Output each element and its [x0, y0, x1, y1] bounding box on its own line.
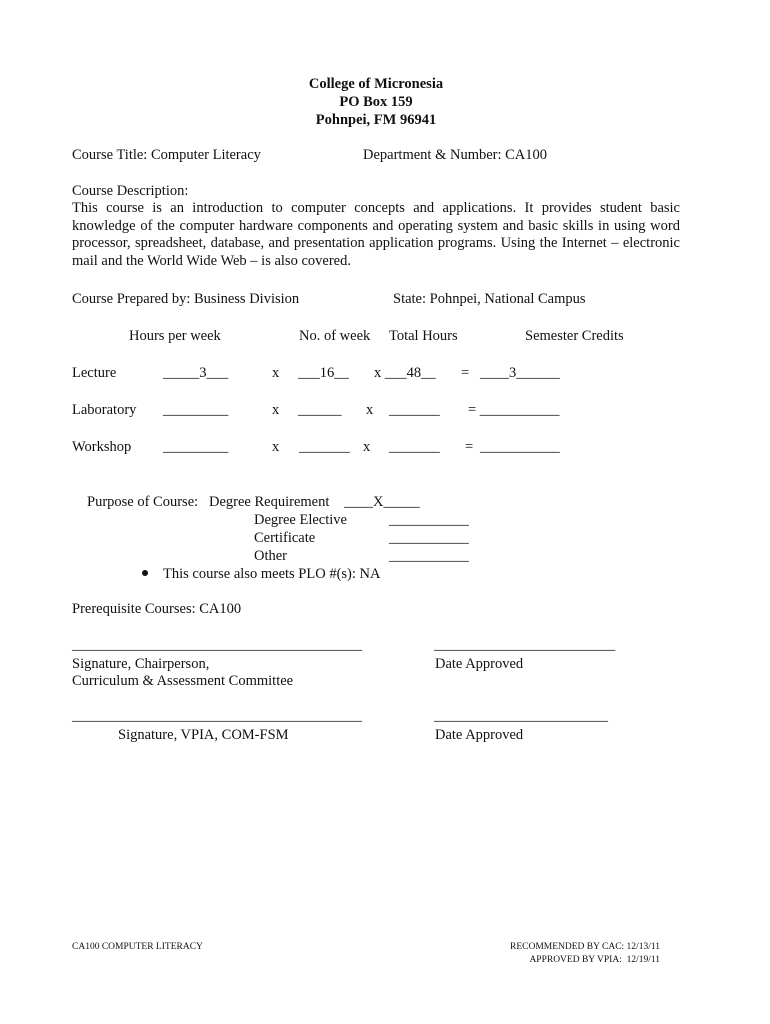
laboratory-total: _______	[389, 402, 440, 418]
date-approved-vpia: Date Approved	[435, 727, 524, 743]
laboratory-credits: = ___________	[468, 402, 560, 418]
footer-course-code: CA100 COMPUTER LITERACY	[72, 942, 203, 952]
header-semester-credits: Semester Credits	[525, 328, 624, 344]
multiply-sign: x	[272, 365, 280, 381]
degree-requirement-mark: ____X_____	[344, 494, 420, 510]
purpose-degree-elective: Degree Elective	[254, 512, 347, 528]
row-label-lecture: Lecture	[72, 365, 117, 381]
laboratory-hours: _________	[163, 402, 229, 418]
footer-recommended: RECOMMENDED BY CAC: 12/13/11	[510, 942, 660, 952]
row-label-workshop: Workshop	[72, 439, 132, 455]
bullet-icon	[142, 570, 148, 576]
multiply-sign: x	[366, 402, 374, 418]
prerequisite-courses: Prerequisite Courses: CA100	[72, 601, 242, 617]
signature-line-chair: ________________________________________	[72, 637, 362, 653]
po-box: PO Box 159	[339, 94, 413, 110]
lecture-hours: _____3___	[163, 365, 229, 381]
footer-approved: APPROVED BY VPIA: 12/19/11	[529, 955, 660, 965]
city-address: Pohnpei, FM 96941	[315, 112, 437, 128]
description-label: Course Description:	[72, 183, 189, 199]
date-line-chair: _________________________	[434, 637, 616, 653]
date-line-vpia: ________________________	[434, 708, 608, 724]
lecture-credits: ____3______	[480, 365, 560, 381]
header-hours-per-week: Hours per week	[129, 328, 221, 344]
date-approved-chair: Date Approved	[435, 656, 524, 672]
degree-elective-mark: ___________	[389, 512, 469, 528]
row-label-laboratory: Laboratory	[72, 402, 137, 418]
other-mark: ___________	[389, 548, 469, 564]
header-no-of-week: No. of week	[299, 328, 371, 344]
purpose-degree-requirement: Degree Requirement	[209, 494, 330, 510]
certificate-mark: ___________	[389, 530, 469, 546]
course-description: This course is an introduction to computer concepts and applications. It provides student basic knowledge of the computer hardware components and operating system and basic skills in using word processor, spreadsheet, database, and presentation application programs. Using the Internet – electronic mail and the World Wide Web – is also covered.	[72, 200, 680, 269]
equals-sign: =	[465, 439, 474, 455]
laboratory-weeks: ______	[298, 402, 342, 418]
signature-chairperson: Signature, Chairperson,	[72, 656, 210, 672]
department-number: Department & Number: CA100	[363, 147, 548, 163]
signature-line-vpia: ________________________________________	[72, 708, 362, 724]
workshop-weeks: _______	[299, 439, 350, 455]
lecture-total: x ___48__	[374, 365, 436, 381]
header-total-hours: Total Hours	[389, 328, 458, 344]
signature-committee: Curriculum & Assessment Committee	[72, 673, 294, 689]
college-name: College of Micronesia	[308, 76, 444, 92]
workshop-total: _______	[389, 439, 440, 455]
multiply-sign: x	[272, 402, 280, 418]
multiply-sign: x	[363, 439, 371, 455]
workshop-credits: ___________	[480, 439, 560, 455]
equals-sign: =	[461, 365, 470, 381]
purpose-other: Other	[254, 548, 288, 564]
prepared-by: Course Prepared by: Business Division	[72, 291, 300, 307]
multiply-sign: x	[272, 439, 280, 455]
course-title: Course Title: Computer Literacy	[72, 147, 261, 163]
lecture-weeks: ___16__	[298, 365, 349, 381]
purpose-label: Purpose of Course:	[87, 494, 199, 510]
purpose-certificate: Certificate	[254, 530, 316, 546]
workshop-hours: _________	[163, 439, 229, 455]
campus-state: State: Pohnpei, National Campus	[393, 291, 586, 307]
signature-vpia: Signature, VPIA, COM-FSM	[118, 727, 289, 743]
plo-note: This course also meets PLO #(s): NA	[163, 566, 381, 582]
